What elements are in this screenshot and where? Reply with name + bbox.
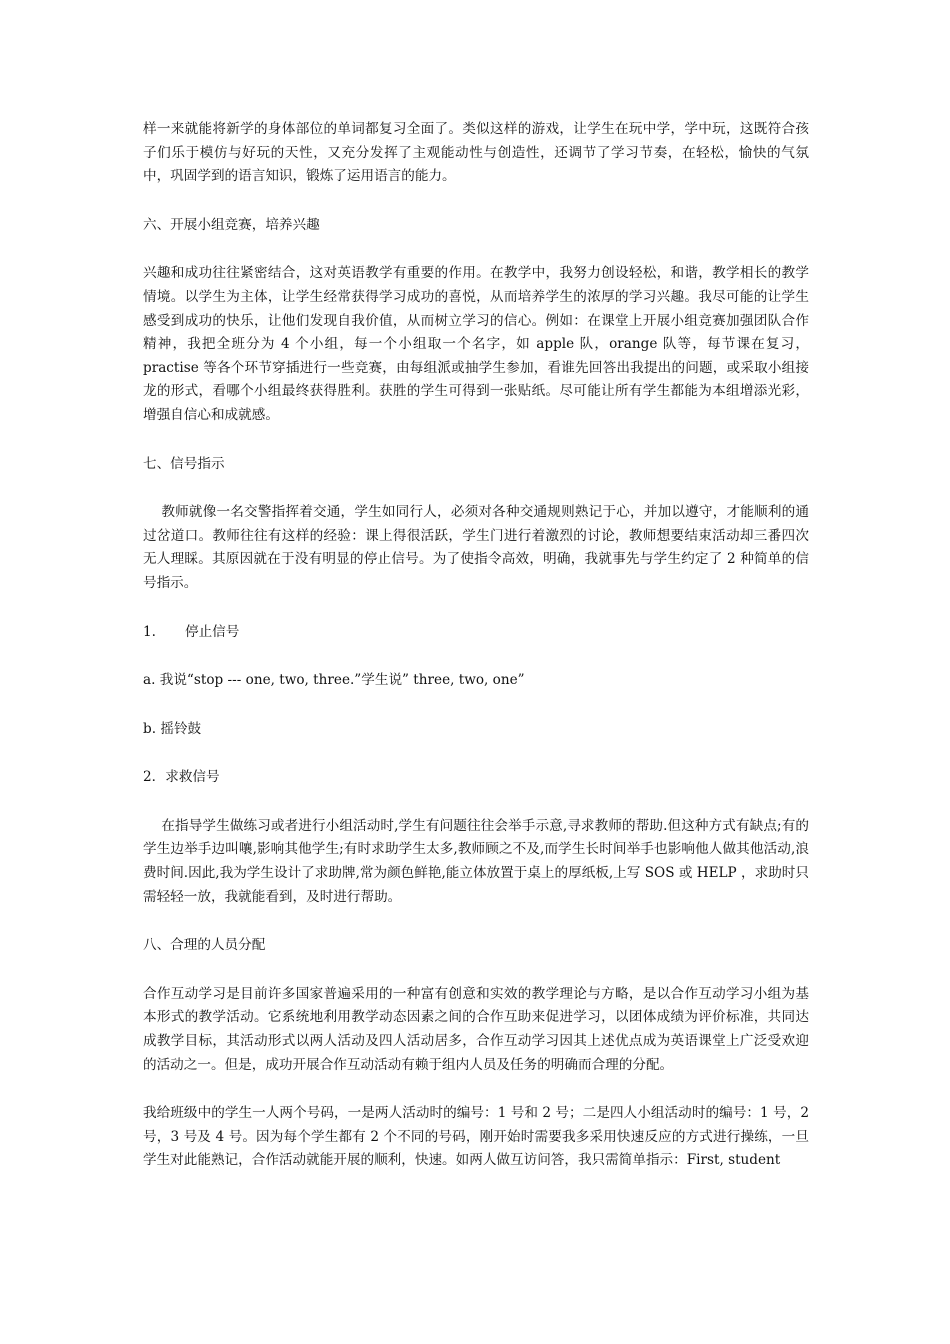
list-item-a: a. 我说“stop --- one, two, three.”学生说” three, two, one” <box>143 672 525 689</box>
list-number: 1. <box>143 623 156 640</box>
paragraph-competition: 兴趣和成功往往紧密结合，这对英语教学有重要的作用。在教学中，我努力创设轻松，和谐，教学相长的教学情境。以学生为主体，让学生经常获得学习成功的喜悦，从而培养学生的浓厚的学习兴趣。我尽可能的让学生感受到成功的快乐，让他们发现自我价值，从而树立学习的信心。例如：在课堂上开展小组竞赛加强团队合作精神，我把全班分为 4 个小组，每一个小组取一个名字，如 apple 队，orange 队等，每节课在复习，practise 等各个环节穿插进行一些竞赛，由每组派或抽学生参加，看谁先回答出我提出的问题，或采取小组接龙的形式，看哪个小组最终获得胜利。获胜的学生可得到一张贴纸。尽可能让所有学生都能为本组增添光彩，增强自信心和成就感。 <box>143 265 809 423</box>
section-heading-7: 七、信号指示 <box>143 455 225 472</box>
paragraph-help-card: 在指导学生做练习或者进行小组活动时,学生有问题往往会举手示意,寻求教师的帮助.但这种方式有缺点;有的学生边举手边叫嚷,影响其他学生;有时求助学生太多,教师顾之不及,而学生长时间举手也影响他人做其他活动,浪费时间.因此,我为学生设计了求助牌,常为颜色鲜艳,能立体放置于桌上的厚纸板,上写 SOS 或 HELP ，求助时只需轻轻一放，我就能看到，及时进行帮助。 <box>143 817 809 905</box>
paragraph-games: 样一来就能将新学的身体部位的单词都复习全面了。类似这样的游戏，让学生在玩中学，学中玩，这既符合孩子们乐于模仿与好玩的天性，又充分发挥了主观能动性与创造性，还调节了学习节奏，在轻松，愉快的气氛中，巩固学到的语言知识，锻炼了运用语言的能力。 <box>143 121 809 185</box>
document-page <box>143 118 809 1173</box>
paragraph-student-numbers: 我给班级中的学生一人两个号码，一是两人活动时的编号：1 号和 2 号；二是四人小组活动时的编号：1 号，2 号，3 号及 4 号。因为每个学生都有 2 个不同的号码，刚开始时需要我多采用快速反应的方式进行操练，一旦学生对此能熟记，合作活动就能开展的顺利，快速。如两人做互访问答，我只需简单指示：First, student <box>143 1105 809 1169</box>
paragraph-signals: 教师就像一名交警指挥着交通，学生如同行人，必须对各种交通规则熟记于心，并加以遵守，才能顺利的通过岔道口。教师往往有这样的经验：课上得很活跃，学生门进行着激烈的讨论，教师想要结束活动却三番四次无人理睬。其原因就在于没有明显的停止信号。为了使指令高效，明确，我就事先与学生约定了 2 种简单的信号指示。 <box>143 504 809 591</box>
list-item-label: 停止信号 <box>185 623 240 640</box>
list-item-b: b. 摇铃鼓 <box>143 720 202 737</box>
section-heading-6: 六、开展小组竞赛，培养兴趣 <box>143 216 320 233</box>
list-item-help-signal: 2．求救信号 <box>143 769 220 786</box>
list-item-stop-signal <box>143 621 809 645</box>
section-heading-8: 八、合理的人员分配 <box>143 937 266 954</box>
paragraph-cooperative-learning: 合作互动学习是目前许多国家普遍采用的一种富有创意和实效的教学理论与方略，是以合作互动学习小组为基本形式的教学活动。它系统地利用教学动态因素之间的合作互助来促进学习，以团体成绩为评价标准，共同达成教学目标，其活动形式以两人活动及四人活动居多，合作互动学习因其上述优点成为英语课堂上广泛受欢迎的活动之一。但是，成功开展合作互动活动有赖于组内人员及任务的明确而合理的分配。 <box>143 985 809 1073</box>
